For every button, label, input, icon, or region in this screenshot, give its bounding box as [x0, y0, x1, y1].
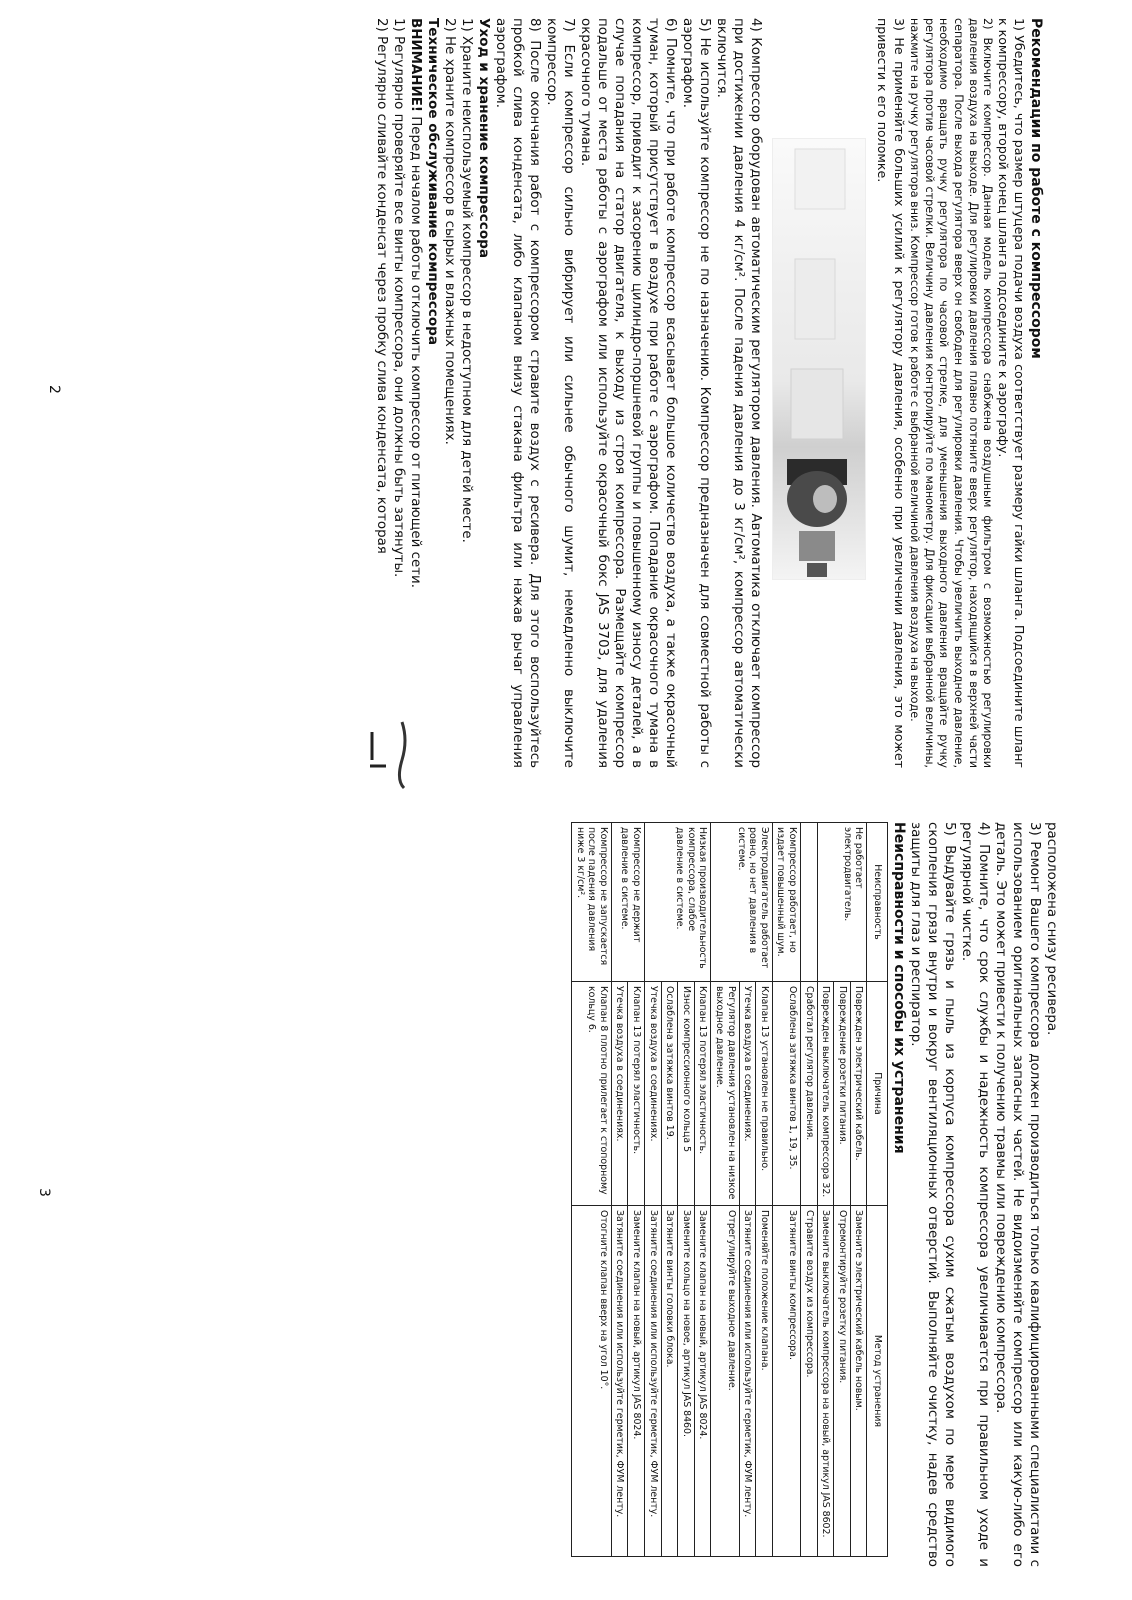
table-cell-cause: Ослаблена затяжка винтов 19. [661, 982, 678, 1206]
section-title-faults: Неисправности и способы их устранения [891, 822, 907, 1154]
table-cell-fix: Затяните соединения или используйте герметик, ФУМ ленту. [611, 1206, 628, 1557]
table-cell-fix: Затяните соединения или используйте герметик, ФУМ ленту. [739, 1206, 756, 1557]
table-row [756, 823, 773, 1557]
scan-artifact-mark [392, 720, 412, 790]
warning-text: Перед началом работы отключить компрессор от питающей сети. [407, 111, 423, 588]
table-row [772, 823, 800, 1557]
page-2-content [373, 18, 1044, 768]
table-header-row [867, 823, 888, 1557]
paragraph: 6) Помните, что при работе компрессор всасывает большое количество воздуха, а также окрасочный туман, который присутствует в воздухе при работе с аэрографом. Попадание окрасочного тумана в компрессор, приводит к засорению цилиндро-поршневой группы и повышенному износу деталей, а в случае попадания на статор двигателя, к выходу из строя компрессора. Размещайте компрессор подальше от места работы с аэрографом или используйте окрасочный бокс JAS 3703, для удаления окрасочного тумана. [577, 18, 678, 768]
table-cell-fault: Компрессор не держит давление в системе. [611, 823, 644, 982]
table-row [850, 823, 867, 1557]
table-cell-cause: Клапан 13 установлен не правильно. [756, 982, 773, 1206]
table-cell-cause: Утечка воздуха в соединениях. [645, 982, 662, 1206]
table-cell-cause: Клапан 13 потерял эластичность. [628, 982, 645, 1206]
table-cell-fault: Компрессор работает, но издает повышенный шум. [772, 823, 800, 982]
table-cell-cause: Поврежден выключатель компрессора 32. [817, 982, 834, 1206]
table-cell-fix: Поменяйте положение клапана. [756, 1206, 773, 1557]
paragraph: 5) Не используйте компрессор не по назначению. Компрессор предназначен для совместной работы с аэрографом. [679, 18, 712, 768]
table-row [628, 823, 645, 1557]
table-cell-cause: Клапан 8 плотно прилегает к стопорному кольцу 6. [572, 982, 612, 1206]
fault-table [571, 822, 888, 1557]
table-cell-fix: Замените клапан на новый, артикул JAS 8024. [628, 1206, 645, 1557]
table-row [694, 823, 711, 1557]
table-cell-fault: Не работает электродвигатель. [817, 823, 867, 982]
paragraph: 4) Помните, что срок службы и надежность компрессора увеличивается при правильном уходе и регулярной чистке. [959, 822, 991, 1567]
service-item: 2) Регулярно сливайте конденсат через пробку слива конденсата, которая [373, 18, 389, 554]
paragraph: 2) Включите компрессор. Данная модель компрессора снабжена воздушным фильтром с возможностью регулировки давления воздуха на выходе. Для регулировки давления плавно потяните вверх регулятор, находящийся в верхней части сепаратора. После выхода регулятора вверх он свободен для регулировки давления. Чтобы увеличить выходное давление, необходимо вращать ручку регулятора по часовой стрелке, для уменьшения выходного давления вращайте ручку регулятора против часовой стрелки. Величину давления контролируйте по манометру. Для фиксации выбранной величины, нажмите на ручку регулятора вниз. Компрессор готов к работе с выбранной величиной давления воздуха на выходе. [908, 18, 995, 768]
table-cell-fix: Отогните клапан вверх на угол 10°. [572, 1206, 612, 1557]
paragraph: 4) Компрессор оборудован автоматическим регулятором давления. Автоматика отключает компрессор при достижении давления 4 кг/см². После падения давления до 3 кг/см², компрессор автоматически включится. [713, 18, 763, 768]
paragraph: 3) Не применяйте больших усилий к регулятору давления, особенно при увеличении давления, это может привести к его поломке. [875, 18, 907, 768]
paragraph: 7) Если компрессор сильно вибрирует или сильнее обычного шумит, немедленно выключите компрессор. [543, 18, 576, 768]
paragraph: расположена снизу ресивера. [1044, 822, 1059, 1036]
table-cell-fault: Электродвигатель работает ровно, но нет давления в системе. [711, 823, 772, 982]
table-row [801, 823, 818, 1557]
paragraph: 1) Убедитесь, что размер штуцера подачи воздуха соответствует размеру гайки шланга. Подсоедините шланг к компрессору, второй конец шланга подсоедините к аэрографу. [995, 18, 1027, 768]
table-cell-fix: Замените кольцо на новое, артикул JAS 8460. [678, 1206, 695, 1557]
table-cell-fault: Компрессор не запускается после падения давления ниже 3 кг/см². [572, 823, 612, 982]
table-cell-cause: Клапан 13 потерял эластичность. [694, 982, 711, 1206]
table-cell-fix: Стравите воздух из компрессора. [801, 1206, 818, 1557]
table-cell-cause: Поврежден электрический кабель. [850, 982, 867, 1206]
table-header-fault: Неисправность [867, 823, 888, 982]
scan-edge [0, 1595, 1132, 1600]
table-cell-fix: Замените клапан на новый, артикул JAS 8024. [694, 1206, 711, 1557]
table-header-fix: Метод устранения [867, 1206, 888, 1557]
table-cell-fault: Низкая производительность компрессора, слабое давление в системе. [645, 823, 711, 982]
paragraph: 3) Ремонт Вашего компрессора должен производиться только квалифицированными специалистами с использованием оригинальных запасных частей. Не видоизменяйте компрессор или какую-либо его деталь. Это может привести к получению травмы или повреждению компрессора. [993, 822, 1042, 1567]
care-item: 2) Не храните компрессор в сырых и влажных помещениях. [441, 18, 457, 445]
care-item: 1) Храните неиспользуемый компрессор в недоступном для детей месте. [458, 18, 474, 543]
table-row [572, 823, 612, 1557]
table-cell-fix: Затяните винты головки блока. [661, 1206, 678, 1557]
page-3 [0, 800, 1132, 1600]
regulator-photo-drawing [773, 139, 865, 579]
section-title-service: Техническое обслуживание компрессора [424, 18, 441, 346]
scan-artifact-mark [366, 730, 392, 800]
table-cell-fix: Отрегулируйте выходное давление. [711, 1206, 739, 1557]
table-cell-fix: Замените электрический кабель новым. [850, 1206, 867, 1557]
warning-line [407, 18, 424, 768]
table-cell-fault [801, 823, 818, 982]
table-cell-fix: Затяните винты компрессора. [772, 1206, 800, 1557]
table-cell-cause: Повреждение розетки питания. [834, 982, 851, 1206]
table-cell-fix: Замените выключатель компрессора на новый, артикул JAS 8602. [817, 1206, 834, 1557]
table-cell-cause: Сработал регулятор давления. [801, 982, 818, 1206]
table-cell-fix: Затяните соединения или используйте герметик, ФУМ ленту. [645, 1206, 662, 1557]
table-cell-fix: Отремонтируйте розетку питания. [834, 1206, 851, 1557]
page-number: 2 [46, 385, 62, 394]
table-cell-cause: Утечка воздуха в соединениях. [611, 982, 628, 1206]
table-cell-cause: Ослаблена затяжка винтов 1, 19, 35. [772, 982, 800, 1206]
paragraph: 5) Выдувайте грязь и пыль из корпуса компрессора сухим сжатым воздухом по мере видимого скопления грязи внутри и вокруг вентиляционных отверстий. Выполняйте очистку, надев средство защиты для глаз и респиратор. [908, 822, 957, 1567]
section-title-recommendations: Рекомендации по работе с компрессором [1028, 18, 1044, 359]
paragraph: 8) После окончания работ с компрессором стравите воздух с ресивера. Для этого воспользуйтесь пробкой слива конденсата, либо клапаном внизу стакана фильтра или нажав рычаг управления аэрографом. [492, 18, 542, 768]
regulator-photo [772, 138, 866, 580]
warning-label: ВНИМАНИЕ! [407, 18, 423, 112]
section-title-care: Уход и хранение компрессора [475, 18, 492, 259]
table-header-cause: Причина [867, 982, 888, 1206]
service-item: 1) Регулярно проверяйте все винты компрессора, они должны быть затянуты. [390, 18, 406, 578]
page-number: 3 [36, 1188, 52, 1197]
fault-table-body [572, 823, 867, 1557]
page-3-content [571, 822, 1060, 1567]
table-cell-cause: Утечка воздуха в соединениях. [739, 982, 756, 1206]
table-cell-cause: Регулятор давления установлен на низкое выходное давление. [711, 982, 739, 1206]
table-cell-cause: Износ компрессионного кольца 5 [678, 982, 695, 1206]
